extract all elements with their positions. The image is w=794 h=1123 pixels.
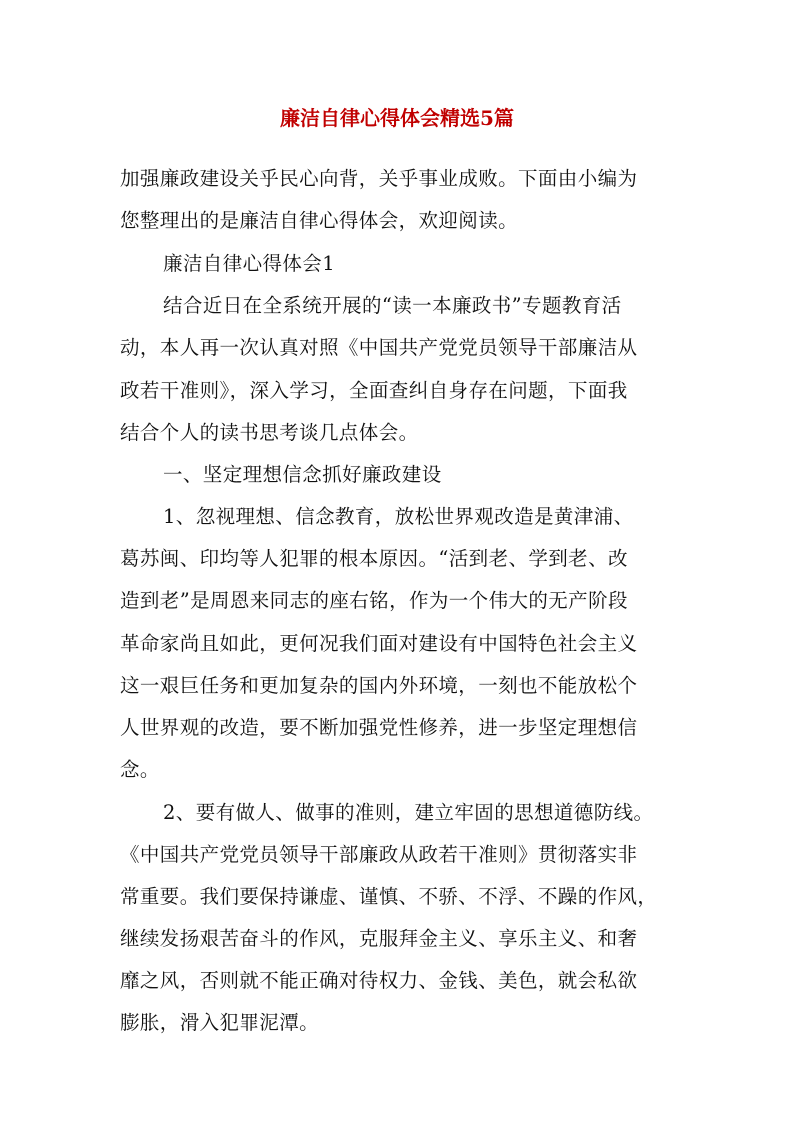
paragraph-line: 政若干准则》，深入学习，全面查纠自身存在问题，下面我 [120,379,628,402]
paragraph-line: 这一艰巨任务和更加复杂的国内外环境，一刻也不能放松个 [120,674,638,697]
paragraph-line: 念。 [120,758,160,781]
paragraph-line: 靡之风，否则就不能正确对待权力、金钱、美色，就会私欲 [120,969,638,992]
paragraph-line: 常重要。我们要保持谦虚、谨慎、不骄、不浮、不躁的作风， [120,885,658,908]
paragraph-line: 人世界观的改造，要不断加强党性修养，进一步坚定理想信 [120,716,638,739]
paragraph-line: 继续发扬艰苦奋斗的作风，克服拜金主义、享乐主义、和奢 [120,927,638,950]
intro-line-2: 您整理出的是廉洁自律心得体会，欢迎阅读。 [120,209,519,232]
paragraph-line: 葛苏闽、印均等人犯罪的根本原因。“活到老、学到老、改 [120,547,628,570]
subsection-heading: 一、坚定理想信念抓好廉政建设 [163,463,442,486]
paragraph-line: 1、忽视理想、信念教育，放松世界观改造是黄津浦、 [163,505,634,528]
paragraph-line: 动，本人再一次认真对照《中国共产党党员领导干部廉洁从 [120,336,638,359]
document-title: 廉洁自律心得体会精选5篇 [280,106,514,130]
paragraph-line: 结合近日在全系统开展的“读一本廉政书”专题教育活 [163,294,622,317]
paragraph-line: 革命家尚且如此，更何况我们面对建设有中国特色社会主义 [120,632,638,655]
section-heading-1: 廉洁自律心得体会1 [163,252,336,275]
intro-line-1: 加强廉政建设关乎民心向背，关乎事业成败。下面由小编为 [120,167,638,190]
paragraph-line: 2、要有做人、做事的准则，建立牢固的思想道德防线。 [163,801,654,824]
paragraph-line: 膨胀，滑入犯罪泥潭。 [120,1011,320,1034]
paragraph-line: 造到老”是周恩来同志的座右铭，作为一个伟大的无产阶段 [120,589,628,612]
paragraph-line: 结合个人的读书思考谈几点体会。 [120,421,419,444]
paragraph-line: 《中国共产党党员领导干部廉政从政若干准则》贯彻落实非 [120,843,638,866]
